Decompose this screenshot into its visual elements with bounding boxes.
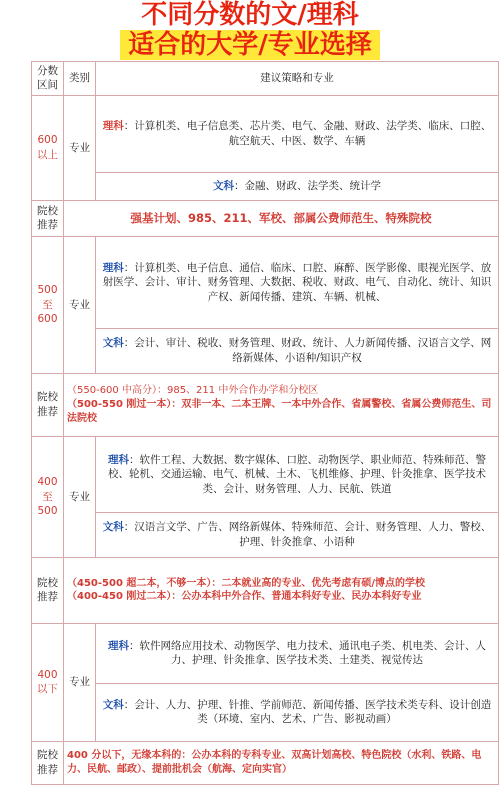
science-label: 理科 <box>108 453 129 466</box>
arts-cell-500 <box>96 328 499 373</box>
rec-label-500: 院校推荐 <box>32 373 64 436</box>
rec-500-line1-range: （550-600 中高分） <box>67 385 157 397</box>
table-row <box>32 236 499 328</box>
table-row <box>32 172 499 200</box>
rec-400-line1-text: ：二本就业高的专业、优先考虑有硕/博点的学校 <box>211 577 426 589</box>
arts-label: 文科 <box>102 698 124 711</box>
arts-cell-0 <box>96 683 499 741</box>
rec-text-600: 强基计划、985、211、军校、部属公费师范生、特殊院校 <box>64 200 499 236</box>
rec-0-text: 400 分以下，无缘本科的：公办本科的专科专业、双高计划高校、特色院校（水利、铁路、电力、民航、邮政）、提前批机会（航海、定向实官） <box>67 750 482 775</box>
type-cell: 专业 <box>64 623 96 741</box>
rec-label-400: 院校推荐 <box>32 557 64 623</box>
subtitle-highlight: 适合的大学/专业选择 <box>120 30 380 60</box>
type-cell: 专业 <box>64 436 96 557</box>
science-text: ：软件工程、大数据、数字媒体、口腔、动物医学、职业师范、特殊师范、警校、轮机、交通运输、电气、机械、土木、飞机维修、护理、针灸推拿、医学技术类、会计、财务管理、人力、民航、铁道 <box>108 453 486 495</box>
header-category: 类别 <box>64 62 96 96</box>
table-row <box>32 328 499 373</box>
arts-cell-600 <box>96 172 499 200</box>
arts-label: 文科 <box>102 521 124 534</box>
header-strategy: 建议策略和专业 <box>96 62 499 96</box>
rec-label-600: 院校推荐 <box>32 200 64 236</box>
table-row <box>32 95 499 172</box>
table-row <box>32 436 499 512</box>
rec-500-line1-text: ：985、211 中外合作办学和分校区 <box>156 385 319 397</box>
rec-text-400 <box>64 557 499 623</box>
type-cell: 专业 <box>64 236 96 373</box>
range-400-500: 400 至 500 <box>32 436 64 557</box>
table-header-row <box>32 62 499 96</box>
type-cell: 专业 <box>64 95 96 200</box>
table-row <box>32 683 499 741</box>
science-cell-400 <box>96 436 499 512</box>
arts-text: ：会计、审计、税收、财务管理、财政、统计、人力新闻传播、汉语言文学、网络新媒体、小语种/知识产权 <box>123 337 492 364</box>
arts-text: ：会计、人力、护理、针推、学前师范、新闻传播、医学技术类专科、设计创造类（环境、室内、艺术、广告、影视动画） <box>123 698 492 726</box>
table-row <box>32 512 499 557</box>
title-block <box>0 0 500 60</box>
arts-text: ：汉语言文学、广告、网络新媒体、特殊师范、会计、财务管理、人力、警校、护理、针灸推拿、小语种 <box>123 521 492 548</box>
page-title: 不同分数的文/理科 <box>141 0 359 30</box>
science-text: ：软件网络应用技术、动物医学、电力技术、通讯电子类、机电类、会计、人力、护理、针灸推拿、医学技术类、土建类、视觉传达 <box>129 639 486 667</box>
table-row <box>32 200 499 236</box>
science-label: 理科 <box>102 261 124 274</box>
arts-label: 文科 <box>102 337 124 350</box>
arts-cell-400 <box>96 512 499 557</box>
rec-text-500 <box>64 373 499 436</box>
table-row <box>32 741 499 784</box>
rec-500-line2-range: （500-550 刚过一本） <box>67 399 172 411</box>
page-subtitle <box>0 30 500 60</box>
header-score-range: 分数区间 <box>32 62 64 96</box>
science-label: 理科 <box>108 639 129 652</box>
table-row <box>32 373 499 436</box>
science-cell-0 <box>96 623 499 683</box>
rec-500-line2-text: ：双非一本、二本王牌、一本中外合作、省属警校、省属公费师范生、司法院校 <box>67 399 492 424</box>
range-600-plus: 600 以上 <box>32 95 64 200</box>
rec-text-0 <box>64 741 499 784</box>
rec-400-line2-range: （400-450 刚过二本） <box>67 591 172 603</box>
range-500-600: 500 至 600 <box>32 236 64 373</box>
science-label: 理科 <box>102 120 124 133</box>
science-cell-600 <box>96 95 499 172</box>
table-row <box>32 623 499 683</box>
science-cell-500 <box>96 236 499 328</box>
table-row <box>32 557 499 623</box>
science-text: ：计算机类、电子信息类、芯片类、电气、金融、财政、法学类、临床、口腔、航空航天、中医、数学、车辆 <box>123 120 492 147</box>
range-below-400: 400 以下 <box>32 623 64 741</box>
arts-label: 文科 <box>213 180 234 193</box>
rec-label-0: 院校推荐 <box>32 741 64 784</box>
rec-400-line2-text: ：公办本科中外合作、普通本科好专业、民办本科好专业 <box>171 591 422 603</box>
score-table <box>31 61 499 785</box>
science-text: ：计算机类、电子信息、通信、临床、口腔、麻醉、医学影像、眼视光医学、放射医学、会计、审计、财务管理、大数据、税收、财政、电气、自动化、统计、知识产权、新闻传播、建筑、车辆、机械、 <box>102 261 492 303</box>
rec-400-line1-range: （450-500 超二本，不够一本） <box>67 577 212 589</box>
arts-text: ：金融、财政、法学类、统计学 <box>234 180 381 193</box>
